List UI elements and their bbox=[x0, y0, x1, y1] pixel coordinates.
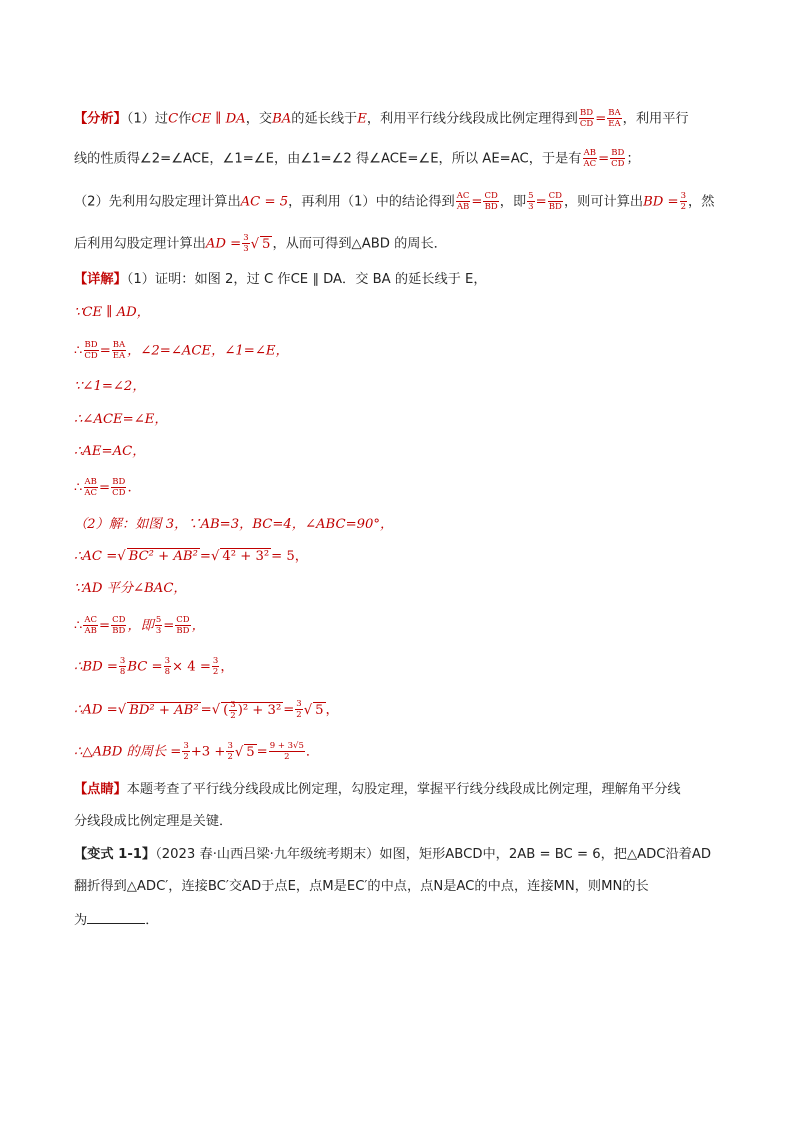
fraction: $\frac{BD}{CD}$ bbox=[84, 340, 98, 361]
text: 如图，矩形ABCD中，2AB = BC = 6，把△ADC沿着AD bbox=[379, 847, 712, 862]
comment-line-2 bbox=[74, 812, 734, 832]
text: （1）过 bbox=[126, 111, 169, 127]
text: ，利用平行 bbox=[622, 111, 689, 127]
text: = bbox=[256, 744, 268, 760]
detail-line-13: ∴AD =√ BD² + AB² =√ ( $\frac{3}{2}$ )² + 3² = $\frac{3}{2}$ √ 5 ， bbox=[74, 699, 339, 721]
detail-line-4 bbox=[74, 377, 734, 397]
text: BC² + AB² bbox=[128, 549, 198, 564]
answer-blank[interactable] bbox=[87, 909, 145, 924]
fraction: $\frac{9 + 3√5}{2}$ bbox=[269, 741, 304, 762]
text: ，则可计算出 bbox=[563, 194, 644, 210]
text: ∴△ABD 的周长 = bbox=[74, 744, 182, 760]
fraction: $\frac{BA}{EA}$ bbox=[112, 340, 126, 361]
fraction: $\frac{CD}{BD}$ bbox=[176, 615, 190, 636]
text: ∴BD = bbox=[74, 659, 118, 675]
detail-tag: 【详解】 bbox=[74, 272, 127, 287]
text: ∵∠1=∠2， bbox=[74, 379, 146, 394]
text: = bbox=[200, 702, 212, 718]
text: ∵AD 平分∠BAC， bbox=[74, 581, 187, 596]
text: BD² + AB² bbox=[129, 702, 199, 718]
text: BD = bbox=[643, 194, 679, 210]
detail-line-14: ∴△ABD 的周长 = $\frac{3}{2}$ +3 + $\frac{3}{2}$ √ 5 = $\frac{9 + 3√5}{2}$ ． bbox=[74, 741, 320, 762]
fraction: $\frac{BD}{CD}$ bbox=[579, 108, 594, 129]
fraction: $\frac{3}{8}$ bbox=[119, 656, 126, 677]
text: ，利用平行线分线段成比例定理得到 bbox=[366, 111, 578, 127]
text: 线的性质得∠2=∠ACE，∠1=∠E，由∠1=∠2 得∠ACE=∠E，所以 AE=AC，于是有 bbox=[74, 151, 582, 167]
text: 为 bbox=[74, 913, 88, 928]
detail-line-12 bbox=[74, 656, 734, 678]
detail-line-7: ∴ $\frac{AB}{AC}$ = $\frac{BD}{CD}$ . bbox=[74, 477, 132, 498]
fraction: $\frac{3}{8}$ bbox=[164, 656, 171, 677]
fraction: $\frac{CD}{BD}$ bbox=[548, 191, 562, 212]
text: ． bbox=[145, 913, 159, 928]
detail-line-6 bbox=[74, 442, 734, 462]
text: ，然 bbox=[688, 194, 715, 210]
text: ，∠2=∠ACE，∠1=∠E， bbox=[127, 343, 289, 359]
text: 翻折得到△ADC′，连接BC′交AD于点E，点M是EC′的中点，点N是AC的中点，连接MN，则MN的长 bbox=[74, 879, 649, 894]
text: ， bbox=[325, 702, 339, 718]
analysis-line-4: 后利用勾股定理计算出AD = $\frac{3}{3}$ √ 5 ，从而可得到△ABD 的周长． bbox=[74, 233, 447, 254]
fraction: $\frac{3}{2}$ bbox=[227, 741, 233, 762]
fraction: $\frac{3}{2}$ bbox=[183, 741, 189, 762]
fraction: $\frac{3}{2}$ bbox=[296, 699, 302, 720]
text: ，即 bbox=[127, 618, 154, 634]
text: E bbox=[357, 111, 367, 127]
fraction: $\frac{BD}{CD}$ bbox=[611, 148, 625, 169]
text: = 5， bbox=[271, 549, 308, 564]
detail-line-3: ∴ $\frac{BD}{CD}$ = $\frac{BA}{EA}$ ，∠2=∠ACE，∠1=∠E， bbox=[74, 340, 289, 361]
text: C bbox=[168, 111, 179, 127]
text: × 4 = bbox=[172, 659, 211, 675]
detail-line-9: ∴AC =√ BC² + AB² =√ 4² + 3² = 5， bbox=[74, 549, 308, 564]
text: 作 bbox=[178, 111, 192, 127]
detail-line-11: ∴ $\frac{AC}{AB}$ = $\frac{CD}{BD}$ ，即 $\frac{5}{3}$ = $\frac{CD}{BD}$ ， bbox=[74, 615, 205, 636]
text: ，即 bbox=[499, 194, 527, 210]
text: ∵CE ∥ AD， bbox=[74, 305, 150, 320]
fraction: $\frac{AC}{AB}$ bbox=[456, 191, 470, 212]
text: （2）先利用勾股定理计算出 bbox=[74, 194, 241, 210]
text: BA bbox=[272, 111, 292, 127]
detail-line-1 bbox=[74, 270, 734, 290]
text: = bbox=[199, 549, 211, 564]
text: CE ∥ DA bbox=[191, 111, 246, 127]
text: 后利用勾股定理计算出 bbox=[74, 236, 206, 252]
variant-line-2 bbox=[74, 877, 734, 897]
text: ； bbox=[626, 151, 640, 167]
text: ∴AD = bbox=[74, 702, 118, 718]
analysis-line-2: 线的性质得∠2=∠ACE，∠1=∠E，由∠1=∠2 得∠ACE=∠E，所以 AE=AC，于是有 $\frac{AB}{AC}$ = $\frac{BD}{CD}$ ； bbox=[74, 148, 640, 169]
variant-line-1 bbox=[74, 845, 734, 865]
text: ∴∠ACE=∠E， bbox=[74, 412, 168, 427]
text: ∴AE=AC， bbox=[74, 444, 146, 459]
text: AC = 5 bbox=[240, 194, 289, 210]
detail-line-10 bbox=[74, 579, 734, 599]
source: （2023 春·山西吕梁·九年级统考期末） bbox=[155, 847, 380, 862]
text: ，交 bbox=[245, 111, 273, 127]
analysis-line-1: 【分析】（1）过C作CE ∥ DA，交BA的延长线于E，利用平行线分线段成比例定理得到 $\frac{BD}{CD}$ = $\frac{BA}{EA}$ ，利用平行 bbox=[74, 108, 689, 129]
fraction: $\frac{CD}{BD}$ bbox=[112, 615, 126, 636]
text: ， bbox=[220, 659, 234, 675]
text: （2）解：如图 3，∵AB=3，BC=4，∠ABC=90°， bbox=[74, 517, 394, 532]
fraction: $\frac{AB}{AC}$ bbox=[583, 148, 597, 169]
fraction: $\frac{3}{2}$ bbox=[680, 191, 687, 212]
text: ∴AC = bbox=[74, 549, 118, 564]
text: 本题考查了平行线分线段成比例定理，勾股定理，掌握平行线分线段成比例定理，理解角平分线 bbox=[126, 782, 681, 797]
comment-tag: 【点睛】 bbox=[74, 782, 127, 797]
detail-line-8 bbox=[74, 515, 734, 535]
text: 4² + 3² bbox=[222, 549, 270, 564]
variant-line-3 bbox=[74, 909, 734, 931]
fraction: $\frac{BA}{EA}$ bbox=[608, 108, 621, 129]
fraction: $\frac{AC}{AB}$ bbox=[84, 615, 98, 636]
text: ，从而可得到△ABD 的周长． bbox=[272, 236, 447, 252]
comment-line-1 bbox=[74, 780, 734, 800]
text: BC = bbox=[127, 659, 163, 675]
fraction: $\frac{BD}{CD}$ bbox=[112, 477, 126, 498]
fraction: $\frac{5}{3}$ bbox=[528, 191, 534, 212]
text: ，再利用（1）中的结论得到 bbox=[288, 194, 455, 210]
text: 分线段成比例定理是关键． bbox=[74, 814, 233, 829]
fraction: $\frac{3}{3}$ bbox=[243, 233, 249, 254]
detail-line-2 bbox=[74, 303, 734, 323]
text: （1）证明：如图 2，过 C 作CE ∥ DA．交 BA 的延长线于 E， bbox=[126, 272, 487, 287]
fraction: $\frac{3}{2}$ bbox=[212, 656, 219, 677]
fraction: $\frac{AB}{AC}$ bbox=[84, 477, 98, 498]
text: ， bbox=[191, 618, 205, 634]
text: 的延长线于 bbox=[291, 111, 358, 127]
variant-tag: 【变式 1-1】 bbox=[74, 847, 156, 862]
fraction: $\frac{5}{3}$ bbox=[155, 615, 162, 636]
analysis-tag: 【分析】 bbox=[74, 111, 127, 127]
analysis-line-3: （2）先利用勾股定理计算出AC = 5，再利用（1）中的结论得到 $\frac{AC}{AB}$ = $\frac{CD}{BD}$ ，即 $\frac{5}{3}$ = $\frac{CD}{BD}$ ，则可计算出BD = $\frac{3}{2}$ ，然 bbox=[74, 191, 715, 212]
detail-line-5 bbox=[74, 410, 734, 430]
fraction: $\frac{CD}{BD}$ bbox=[484, 191, 498, 212]
text: AD = bbox=[205, 236, 242, 252]
text: ． bbox=[305, 744, 320, 760]
text: +3 + bbox=[190, 744, 226, 760]
